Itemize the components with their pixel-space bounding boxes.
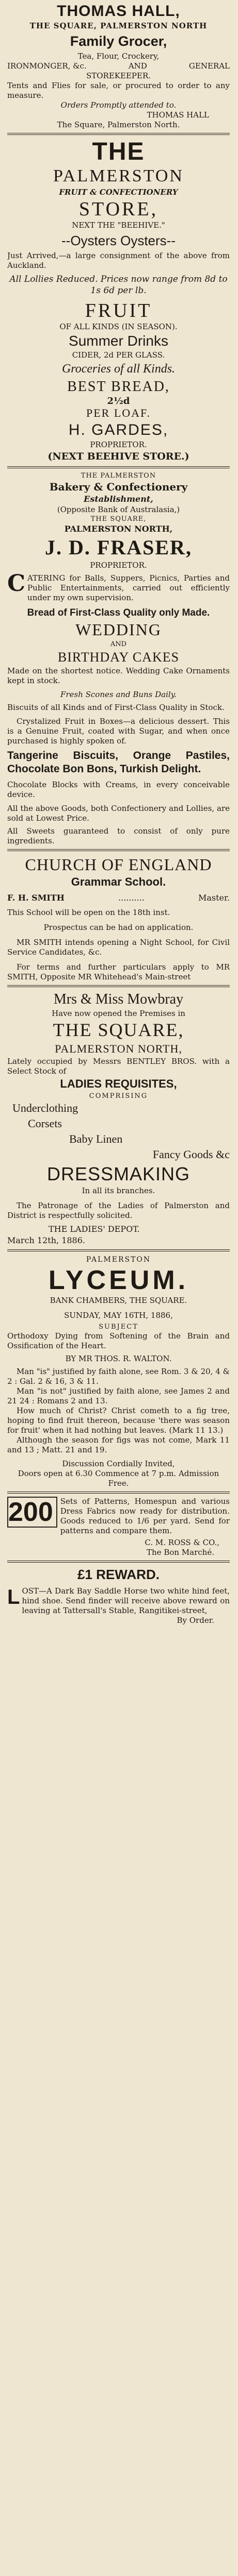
proprietor-label: PROPRIETOR. bbox=[90, 440, 147, 449]
dressmaking-heading: DRESSMAKING bbox=[46, 1163, 191, 1184]
fruit-heading: FRUIT bbox=[85, 300, 152, 321]
wedding-heading: WEDDING bbox=[75, 620, 162, 639]
proprietors-name: Mrs & Miss Mowbray bbox=[53, 991, 184, 1007]
patterns-signature: C. M. ROSS & CO., bbox=[145, 1538, 219, 1547]
divider bbox=[7, 1492, 230, 1494]
chocolate-blocks: Chocolate Blocks with Creams, in every conceivable device. bbox=[7, 780, 230, 799]
bread-quality: Bread of First-Class Quality only Made. bbox=[27, 607, 210, 618]
storekeeper-line: STOREKEEPER. bbox=[86, 71, 151, 80]
subject-label: SUBJECT bbox=[99, 1323, 138, 1331]
cider-line: CIDER, 2d PER GLASS. bbox=[72, 350, 165, 360]
text-1: Man "is" justified by faith alone, see Rom. 3 & 20, 4 & 2 : Gal. 2 & 16, 3 & 11. bbox=[7, 1367, 230, 1386]
divider bbox=[7, 133, 230, 135]
fresh-scones: Fresh Scones and Buns Daily. bbox=[60, 690, 177, 699]
oysters-heading: --Oysters Oysters-- bbox=[61, 233, 176, 248]
fraser-bakery-advertisement bbox=[7, 471, 230, 846]
drop-cap: C bbox=[7, 570, 26, 597]
ironmonger-line bbox=[7, 61, 230, 71]
thomas-hall-advertisement bbox=[7, 2, 230, 130]
item-baby-linen: Baby Linen bbox=[69, 1132, 123, 1145]
text-2: Man "is not" justified by faith alone, see James 2 and 21 24 : Romans 2 and 13. bbox=[7, 1386, 230, 1405]
grammar-school-advertisement bbox=[7, 854, 230, 982]
lollies-text: All Lollies Reduced. Prices now range from 8d to 1s 6d per lb. bbox=[9, 274, 228, 296]
branches-line: In all its branches. bbox=[82, 1186, 155, 1195]
text-4: Although the season for figs was not come, Mark 11 and 13 ; Matt. 21 and 19. bbox=[7, 1435, 230, 1454]
patterns-advertisement bbox=[7, 1497, 230, 1557]
square-heading: THE SQUARE, bbox=[53, 1020, 184, 1040]
reward-body: OST—A Dark Bay Saddle Horse two white hind feet, hind shoe. Send finder will receive above reward on leaving at Tattersall's Stable, Rangitikei-street, bbox=[22, 1586, 230, 1615]
mowbray-advertisement bbox=[7, 990, 230, 1246]
terms-text: For terms and further particulars apply to MR SMITH, Opposite MR Whitehead's Main-street bbox=[7, 962, 230, 981]
ironmonger-left: IRONMONGER, &c. bbox=[7, 61, 87, 71]
depot-name: THE LADIES' DEPOT. bbox=[49, 1224, 140, 1234]
fruit-sub: OF ALL KINDS (IN SEASON). bbox=[59, 322, 178, 331]
proprietor-name: H. GARDES, bbox=[68, 421, 169, 438]
patterns-number: 200 bbox=[7, 1497, 57, 1528]
oysters-text: Just Arrived,—a large consignment of the above from Auckland. bbox=[7, 251, 230, 270]
master-name: F. H. SMITH bbox=[7, 893, 65, 903]
master-dots: .......... bbox=[118, 893, 145, 903]
bank-chambers: BANK CHAMBERS, THE SQUARE. bbox=[50, 1296, 187, 1305]
proprietor-name: J. D. FRASER, bbox=[45, 536, 192, 559]
tents-line: Tents and Flies for sale, or procured to order to any measure. bbox=[7, 81, 230, 100]
reward-heading: £1 REWARD. bbox=[77, 1567, 160, 1582]
reward-text bbox=[7, 1586, 230, 1616]
the-heading: THE bbox=[92, 138, 145, 165]
depot-date: March 12th, 1886. bbox=[7, 1235, 85, 1245]
the-palmerston: THE PALMERSTON bbox=[81, 472, 156, 480]
signature-name: THOMAS HALL bbox=[147, 110, 209, 120]
biscuits-text: Biscuits of all Kinds and of First-Class Quality in Stock. bbox=[7, 703, 225, 712]
text-3: How much of Christ? Christ cometh to a fig tree, hoping to find fruit thereon, because 'there was season for fruit' when it had nothing but leaves. (Mark 11 13.) bbox=[7, 1406, 230, 1435]
patronage-text: The Patronage of the Ladies of Palmerston and District is respectfully solicited. bbox=[7, 1201, 230, 1220]
ladies-requisites: LADIES REQUISITES, bbox=[60, 1077, 177, 1090]
palmerston-north: PALMERSTON NORTH, bbox=[64, 524, 173, 534]
church-heading: CHURCH OF ENGLAND bbox=[25, 855, 212, 874]
next-beehive: (NEXT BEEHIVE STORE.) bbox=[47, 451, 189, 462]
master-line bbox=[7, 892, 230, 904]
by-order: By Order. bbox=[177, 1616, 214, 1625]
advertiser-title: THOMAS HALL, bbox=[57, 3, 180, 20]
fruit-store-advertisement bbox=[7, 138, 230, 463]
ironmonger-right: GENERAL bbox=[188, 61, 230, 71]
lyceum-advertisement bbox=[7, 1255, 230, 1488]
reward-advertisement bbox=[7, 1566, 230, 1625]
comprising: COMPRISING bbox=[89, 1092, 148, 1100]
drop-cap: L bbox=[7, 1586, 20, 1608]
item-fancy-goods: Fancy Goods &c bbox=[152, 1148, 230, 1161]
sweets-text: All Sweets guaranteed to consist of only pure ingredients. bbox=[7, 826, 230, 845]
night-school-text: MR SMITH intends opening a Night School, for Civil Service Candidates, &c. bbox=[7, 938, 230, 957]
establishment: Establishment, bbox=[84, 494, 153, 504]
divider bbox=[7, 466, 230, 468]
palmerston-heading: PALMERSTON NORTH, bbox=[55, 1042, 182, 1055]
made-notice: Made on the shortest notice. Wedding Cake Ornaments kept in stock. bbox=[7, 666, 230, 685]
doors-line: Doors open at 6.30 Commence at 7 p.m. Admission Free. bbox=[18, 1469, 219, 1488]
advertiser-address: THE SQUARE, PALMERSTON NORTH bbox=[29, 21, 208, 30]
proprietor-label: PROPRIETOR. bbox=[90, 561, 147, 570]
opposite-bank: (Opposite Bank of Australasia,) bbox=[57, 505, 180, 514]
divider bbox=[7, 1561, 230, 1563]
opening-text: This School will be open on the 18th inst. bbox=[7, 908, 170, 917]
lyceum-heading: LYCEUM. bbox=[48, 1265, 189, 1295]
item-corsets: Corsets bbox=[28, 1117, 62, 1130]
per-loaf: PER LOAF. bbox=[86, 406, 151, 419]
all-above: All the above Goods, both Confectionery and Lollies, are sold at Lowest Price. bbox=[7, 804, 230, 823]
patterns-text: Sets of Patterns, Homespun and various Dress Fabrics now ready for distribution. Goods reduced to 1/6 per yard. Send for patterns and compare them. bbox=[60, 1497, 230, 1535]
divider bbox=[7, 1249, 230, 1251]
bakery-heading: Bakery & Confectionery bbox=[49, 481, 188, 493]
signature-address: The Square, Palmerston North. bbox=[57, 120, 180, 129]
palmerston-line: PALMERSTON bbox=[86, 1256, 151, 1264]
orders-line: Orders Promptly attended to. bbox=[60, 100, 177, 110]
lately-text: Lately occupied by Messrs BENTLEY BROS. with a Select Stock of bbox=[7, 1057, 230, 1076]
ironmonger-mid: AND bbox=[128, 61, 147, 71]
bread-heading: BEST BREAD, bbox=[67, 379, 170, 395]
store-heading: STORE, bbox=[78, 198, 158, 220]
tangerine-text: Tangerine Biscuits, Orange Pastiles, Chocolate Bon Bons, Turkish Delight. bbox=[7, 750, 230, 775]
catering-body: ATERING for Balls, Suppers, Picnics, Parties and Public Entertainments, carried out efficiently under my own supervision. bbox=[27, 573, 230, 602]
summer-drinks-heading: Summer Drinks bbox=[69, 333, 168, 349]
item-underclothing: Underclothing bbox=[12, 1101, 78, 1114]
opened-line: Have now opened the Premises in bbox=[52, 1009, 185, 1018]
patterns-body bbox=[7, 1497, 230, 1536]
bread-price: 2½d bbox=[107, 396, 130, 406]
lecturer-line: BY MR THOS. R. WALTON. bbox=[65, 1354, 172, 1363]
fruit-confectionery-line: FRUIT & CONFECTIONERY bbox=[59, 188, 178, 197]
bon-marche: The Bon Marché. bbox=[147, 1548, 214, 1557]
prospectus-text: Prospectus can be had on application. bbox=[43, 923, 194, 932]
catering-text bbox=[7, 570, 230, 603]
divider bbox=[7, 849, 230, 851]
crystalized-text: Crystalized Fruit in Boxes—a delicious dessert. This is a Genuine Fruit, coated with Sugar, and when once purchased is highly spoken of. bbox=[7, 717, 230, 745]
palmerston-heading: PALMERSTON bbox=[53, 166, 184, 185]
school-heading: Grammar School. bbox=[71, 875, 166, 888]
birthday-heading: BIRTHDAY CAKES bbox=[57, 650, 180, 665]
groceries-heading: Groceries of all Kinds. bbox=[61, 362, 176, 376]
trade-heading: Family Grocer, bbox=[70, 33, 167, 49]
the-square: THE SQUARE, bbox=[90, 515, 147, 523]
sunday-line: SUNDAY, MAY 16TH, 1886, bbox=[64, 1311, 173, 1320]
divider bbox=[7, 985, 230, 987]
master-label: Master. bbox=[198, 893, 230, 903]
and-line: AND bbox=[110, 640, 127, 648]
orthodoxy-text: Orthodoxy Dying from Softening of the Brain and Ossification of the Heart. bbox=[7, 1331, 230, 1350]
next-to-line: NEXT THE "BEEHIVE." bbox=[72, 221, 165, 230]
discussion-line: Discussion Cordially Invited, bbox=[62, 1459, 175, 1468]
goods-line: Tea, Flour, Crockery, bbox=[77, 52, 160, 61]
